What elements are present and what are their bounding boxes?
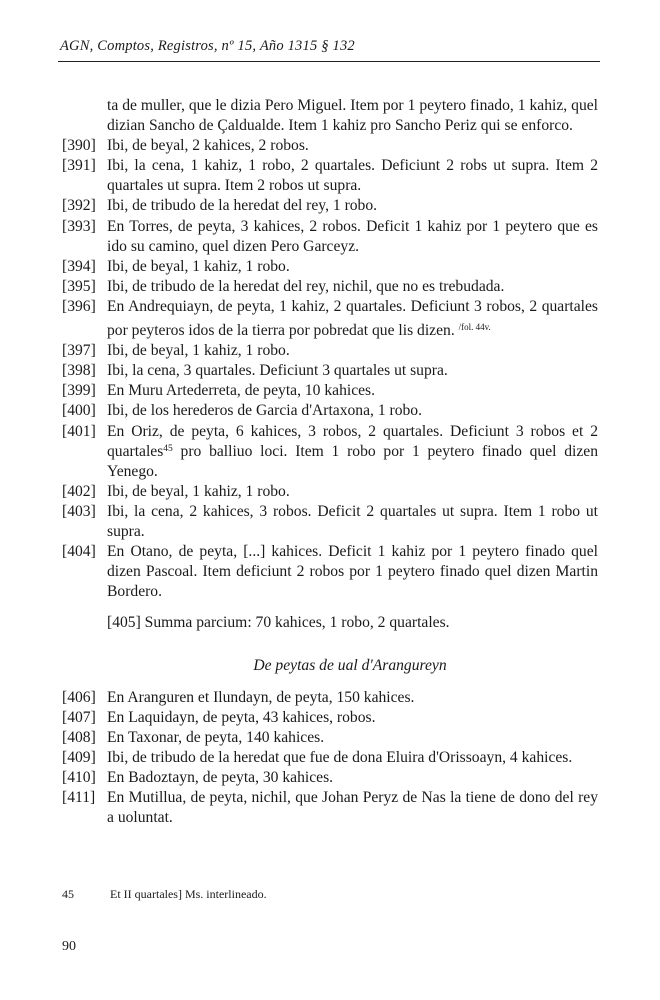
entry-text: pro balliuo loci. Item 1 robo por 1 peytero finado quel dizen Yenego. [107, 442, 598, 480]
entry-text: Ibi, la cena, 1 kahiz, 1 robo, 2 quartales. Deficiunt 2 robs ut supra. Item 2 quartales ut supra. Item 2 robos ut supra. [107, 157, 598, 195]
entry [62, 482, 598, 502]
entry [62, 728, 598, 748]
entry-text: En Aranguren et Ilundayn, de peyta, 150 kahices. [107, 688, 415, 706]
entry-number: [406] [62, 688, 96, 706]
entry [62, 297, 598, 341]
entry [62, 401, 598, 421]
footnote-reference[interactable]: 45 [163, 443, 173, 454]
page-number: 90 [62, 939, 76, 954]
entry-text: En Otano, de peyta, [...] kahices. Deficit 1 kahiz por 1 peytero finado quel dizen Pascoal. Item deficiunt 2 robos por 1 peytero finado quel dizen Martin Bordero. [107, 543, 598, 601]
entry-text: En Laquidayn, de peyta, 43 kahices, robos. [107, 708, 376, 726]
entry-number: [401] [62, 422, 96, 440]
entry-text: En Oriz, de peyta, 6 kahices, 3 robos, 2 quartales. Deficiunt 3 robos et 2 quartales [107, 422, 598, 460]
entry-text: En Badoztayn, de peyta, 30 kahices. [107, 768, 334, 786]
entry [62, 257, 598, 277]
entry-text: Ibi, de tribudo de la heredat que fue de dona Eluira d'Orissoayn, 4 kahices. [107, 748, 573, 766]
entry-text: En Muru Artederreta, de peyta, 10 kahices. [107, 382, 376, 400]
entry-number: [402] [62, 482, 96, 500]
running-header: AGN, Comptos, Registros, nº 15, Año 1315 § 132 [60, 38, 355, 54]
entry-text: Ibi, de los herederos de Garcia d'Artaxona, 1 robo. [107, 402, 423, 420]
entry [62, 768, 598, 788]
entry-number: [409] [62, 748, 96, 766]
entry-text: Ibi, de tribudo de la heredat del rey, 1 robo. [107, 197, 378, 215]
entry-text: En Torres, de peyta, 3 kahices, 2 robos. Deficit 1 kahiz por 1 peytero que es ido su camino, quel dizen Pero Garceyz. [107, 217, 598, 255]
entry-text: En Andrequiayn, de peyta, 1 kahiz, 2 quartales. Deficiunt 3 robos, 2 quartales por peyteros idos de la tierra por pobredat que lis dizen. [107, 297, 598, 340]
entry-number: [408] [62, 728, 96, 746]
entry [62, 708, 598, 728]
entry-text: Ibi, de beyal, 1 kahiz, 1 robo. [107, 342, 290, 360]
entry-text: Ibi, de beyal, 1 kahiz, 1 robo. [107, 482, 290, 500]
entry-text: Ibi, de beyal, 1 kahiz, 1 robo. [107, 257, 290, 275]
entry-number: [403] [62, 502, 96, 520]
entry [62, 688, 598, 708]
entry-number: [398] [62, 362, 96, 380]
entry-number: [396] [62, 297, 96, 315]
entry-number: [394] [62, 257, 96, 275]
entry [62, 381, 598, 401]
entry [62, 788, 598, 828]
entry-number: [404] [62, 543, 96, 561]
entry-text: En Taxonar, de peyta, 140 kahices. [107, 728, 325, 746]
entry-number: [395] [62, 277, 96, 295]
entry-number: [393] [62, 217, 96, 235]
main-text [62, 96, 598, 828]
entry [62, 156, 598, 196]
folio-marker: /fol. 44v. [458, 322, 491, 333]
footnote-number: 45 [62, 887, 74, 901]
entry-number: [410] [62, 768, 96, 786]
entry-text: Ibi, de tribudo de la heredat del rey, nichil, que no es trebudada. [107, 277, 505, 295]
entry-text-wrap [107, 297, 598, 341]
entry-text: Ibi, la cena, 2 kahices, 3 robos. Deficit 2 quartales ut supra. Item 1 robo ut supra. [107, 502, 598, 540]
entry-text: Ibi, de beyal, 2 kahices, 2 robos. [107, 137, 309, 155]
entry [62, 361, 598, 381]
footnote [62, 887, 598, 902]
entry-number: [391] [62, 157, 96, 175]
entry [62, 277, 598, 297]
entry [62, 341, 598, 361]
entry-number: [390] [62, 137, 96, 155]
entry [62, 217, 598, 257]
entry-list-2 [62, 688, 598, 829]
entry-number: [411] [62, 789, 96, 806]
entry-text: En Mutillua, de peyta, nichil, que Johan Peryz de Nas la tiene de dono del rey a uoluntat. [107, 789, 598, 827]
entry-list-1 [62, 136, 598, 602]
summa-line: [405] Summa parcium: 70 kahices, 1 robo, 2 quartales. [107, 614, 450, 632]
entry-number: [400] [62, 402, 96, 420]
entry-number: [397] [62, 342, 96, 360]
continuation-paragraph: ta de muller, que le dizia Pero Miguel. Item por 1 peytero finado, 1 kahiz, quel dizian Sancho de Çaldualde. Item 1 kahiz pro Sancho Periz qui se enforco. [107, 97, 598, 135]
entry [62, 422, 598, 482]
header-rule [58, 61, 600, 62]
entry [62, 196, 598, 216]
entry-number: [392] [62, 197, 96, 215]
section-title: De peytas de ual d'Arangureyn [253, 657, 447, 675]
entry [62, 748, 598, 768]
entry [62, 542, 598, 602]
entry-number: [407] [62, 708, 96, 726]
entry-text-wrap [107, 422, 598, 482]
footnote-text: Et II quartales] Ms. interlineado. [110, 887, 267, 901]
entry-number: [399] [62, 382, 96, 400]
entry [62, 502, 598, 542]
entry [62, 136, 598, 156]
entry-text: Ibi, la cena, 3 quartales. Deficiunt 3 quartales ut supra. [107, 362, 448, 380]
